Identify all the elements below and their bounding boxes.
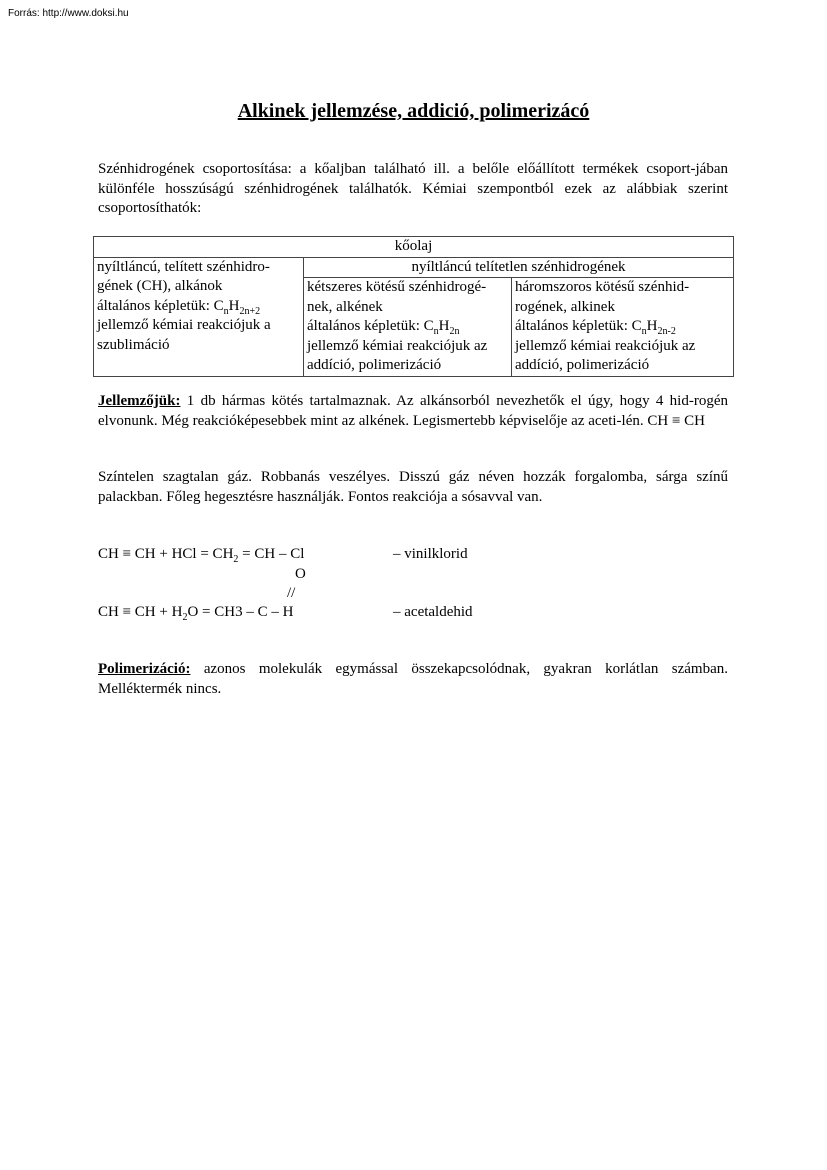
product-vinylchloride: – vinilklorid bbox=[393, 546, 468, 562]
source-line: Forrás: http://www.doksi.hu bbox=[8, 8, 129, 19]
alkynes-name: háromszoros kötésű szénhid-rogének, alkinek bbox=[515, 279, 690, 315]
reaction-vinylchloride: CH ≡ CH + HCl = $CH_2$ = CH – Cl bbox=[98, 546, 305, 565]
polymerization-paragraph bbox=[98, 660, 728, 699]
alkenes-reaction: jellemző kémiai reakciójuk az addíció, polimerizáció bbox=[307, 337, 488, 373]
classification-table bbox=[93, 236, 734, 377]
characteristics-text: 1 db hármas kötés tartalmaznak. Az alkánsorból nevezhetők el úgy, hogy 4 hid-rogén elvonunk. Még reakcióképesebbek mint az alkének. Legismertebb képviselője az aceti-lén. CH ≡ CH bbox=[98, 393, 728, 429]
alkynes-reaction: jellemző kémiai reakciójuk az addíció, polimerizáció bbox=[515, 337, 696, 373]
alkynes-formula: általános képletük: $C_nH_{2n-2}$ bbox=[515, 318, 676, 337]
alkenes-formula: általános képletük: $C_nH_{2n}$ bbox=[307, 318, 460, 337]
characteristics-label: Jellemzőjük: bbox=[98, 393, 181, 409]
polymerization-text: azonos molekulák egymással összekapcsolódnak, gyakran korlátlan számban. Melléktermék nincs. bbox=[98, 661, 728, 697]
alkanes-name: nyíltláncú, telített szénhidro-gének (CH), alkánok bbox=[97, 258, 270, 294]
characteristics-paragraph bbox=[98, 392, 728, 431]
oxygen-atom: O bbox=[295, 566, 306, 582]
reaction-acetaldehyde: CH ≡ CH + $H_2O = CH3 - C - H$ bbox=[98, 604, 294, 623]
alkanes-cell bbox=[94, 257, 304, 376]
alkanes-reaction: jellemző kémiai reakciójuk a szublimáció bbox=[97, 317, 271, 353]
unsaturated-header: nyíltláncú telítetlen szénhidrogének bbox=[304, 257, 734, 278]
alkenes-cell bbox=[304, 278, 512, 377]
double-bond: // bbox=[287, 585, 296, 601]
alkynes-cell bbox=[512, 278, 734, 377]
description-paragraph: Színtelen szagtalan gáz. Robbanás veszélyes. Disszú gáz néven hozzák forgalomba, sárga színű palackban. Főleg hegesztésre használják. Fontos reakciója a sósavval van. bbox=[98, 469, 728, 505]
page-title: Alkinek jellemzése, addició, polimerizácó bbox=[237, 100, 590, 122]
alkenes-name: kétszeres kötésű szénhidrogé-nek, alkének bbox=[307, 279, 487, 315]
polymerization-label: Polimerizáció: bbox=[98, 661, 191, 677]
product-acetaldehyde: – acetaldehid bbox=[393, 604, 473, 620]
table-header-koolaj: kőolaj bbox=[94, 237, 734, 258]
intro-paragraph: Szénhidrogének csoportosítása: a kőaljban található ill. a belőle előállított termékek csoport-jában különféle hosszúságú szénhidrogének találhatók. Kémiai szempontból ezek az alábbiak szerint csoportosíthatók: bbox=[98, 161, 728, 216]
alkanes-formula: általános képletük: $C_nH_{2n+2}$ bbox=[97, 297, 261, 317]
